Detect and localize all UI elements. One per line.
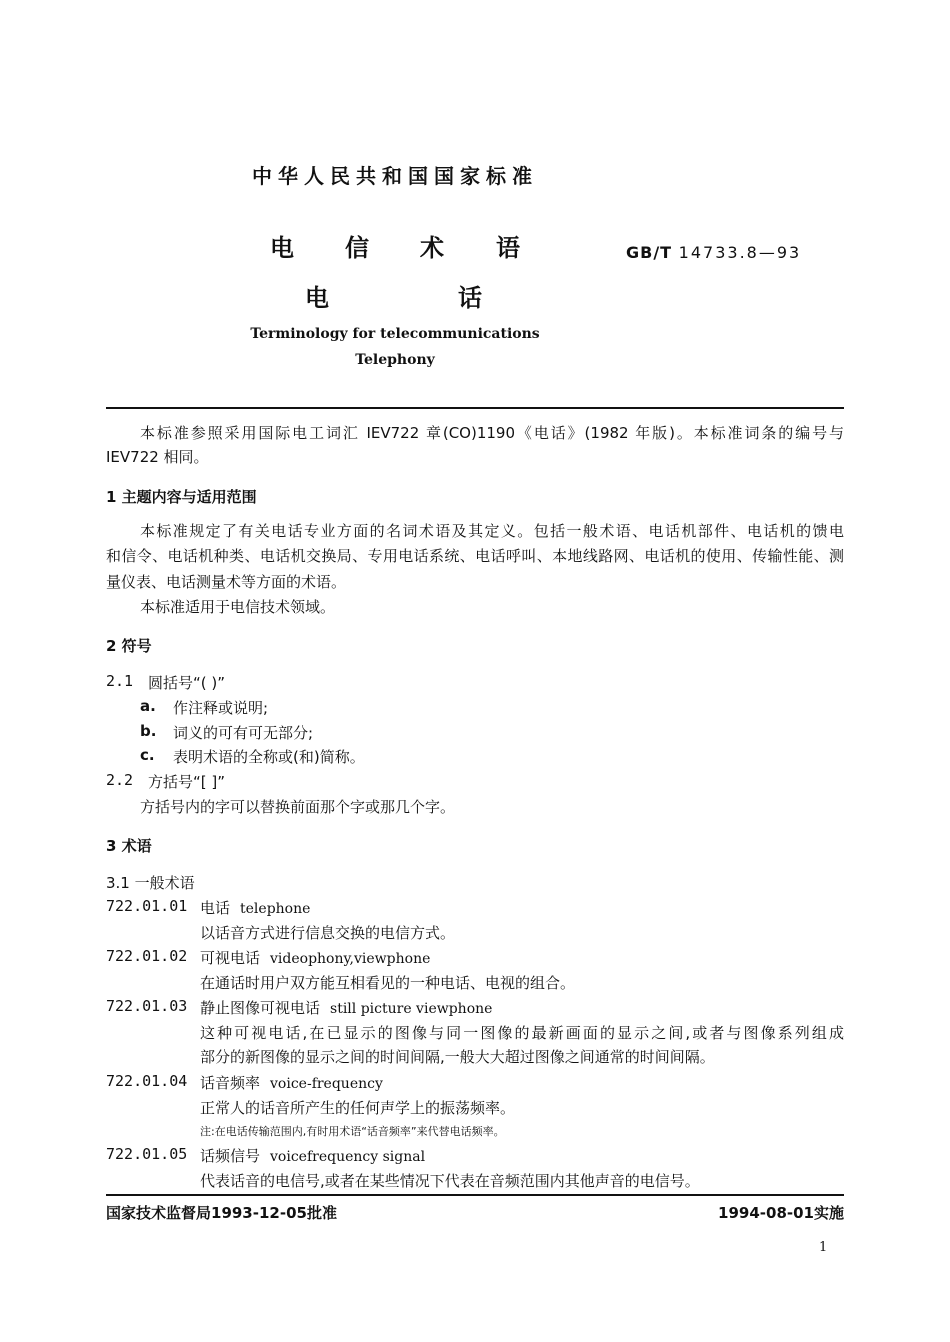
effective-date: 1994-08-01实施	[718, 1204, 844, 1222]
english-title: Terminology for telecommunications	[250, 326, 540, 342]
title-char-3: 术	[420, 234, 444, 262]
term-definition: 正常人的话音所产生的任何声学上的振荡频率。	[200, 1099, 516, 1117]
term-english: telephone	[240, 901, 311, 917]
section-1-para-line-1: 本标准规定了有关电话专业方面的名词术语及其定义。包括一般术语、电话机部件、电话机的馈电	[140, 522, 844, 540]
page-number: 1	[819, 1240, 828, 1255]
title-char-4: 语	[496, 234, 520, 262]
section-2-heading: 2 符号	[106, 637, 152, 655]
list-item-text: 表明术语的全称或(和)简称。	[173, 748, 365, 766]
section-1-heading: 1 主题内容与适用范围	[106, 488, 257, 506]
term-definition: 以话音方式进行信息交换的电信方式。	[200, 924, 456, 942]
term-chinese: 电话	[200, 899, 231, 917]
clause-2-2-title: 方括号“[ ]”	[148, 773, 226, 791]
list-item-text: 作注释或说明;	[173, 699, 269, 717]
term-definition: 代表话音的电信号,或者在某些情况下代表在音频范围内其他声音的电信号。	[200, 1172, 700, 1190]
header-divider	[106, 407, 844, 409]
list-item-label: b.	[140, 722, 157, 740]
term-number: 722.01.04	[106, 1072, 188, 1090]
title-char-2: 信	[345, 234, 369, 262]
term-english: voicefrequency signal	[270, 1149, 426, 1165]
term-english: voice-frequency	[270, 1076, 383, 1092]
term-english: videophony,viewphone	[270, 951, 431, 967]
section-3-heading: 3 术语	[106, 837, 152, 855]
standard-prefix: GB/T	[626, 243, 673, 262]
term-entry	[200, 1145, 425, 1166]
english-subtitle: Telephony	[355, 352, 435, 368]
term-number: 722.01.03	[106, 997, 188, 1015]
term-english: still picture viewphone	[330, 1001, 493, 1017]
title-char-1: 电	[270, 234, 294, 262]
term-definition-line-2: 部分的新图像的显示之间的时间间隔,一般大大超过图像之间通常的时间间隔。	[200, 1048, 715, 1066]
term-definition-line-1: 这种可视电话,在已显示的图像与同一图像的最新画面的显示之间,或者与图像系列组成	[200, 1024, 844, 1042]
standard-number	[626, 243, 801, 262]
intro-line-2: IEV722 相同。	[106, 448, 209, 466]
term-chinese: 可视电话	[200, 949, 261, 967]
term-definition: 在通话时用户双方能互相看见的一种电话、电视的组合。	[200, 974, 576, 992]
footer-divider	[106, 1194, 844, 1196]
clause-2-1-title: 圆括号“( )”	[148, 674, 226, 692]
term-number: 722.01.01	[106, 897, 188, 915]
term-chinese: 静止图像可视电话	[200, 999, 321, 1017]
term-note: 注:在电话传输范围内,有时用术语“话音频率”来代替电话频率。	[200, 1125, 505, 1138]
section-1-para-2: 本标准适用于电信技术领域。	[140, 598, 336, 616]
term-number: 722.01.02	[106, 947, 188, 965]
term-number: 722.01.05	[106, 1145, 188, 1163]
term-chinese: 话音频率	[200, 1074, 261, 1092]
term-entry	[200, 997, 492, 1018]
section-1-para-line-2: 和信令、电话机种类、电话机交换局、专用电话系统、电话呼叫、本地线路网、电话机的使用、传输性能、测	[106, 547, 844, 565]
clause-2-2-number: 2.2	[106, 771, 134, 789]
national-standard-heading: 中华人民共和国国家标准	[252, 164, 538, 188]
list-item-label: c.	[140, 746, 155, 764]
intro-line-1: 本标准参照采用国际电工词汇 IEV722 章(CO)1190《电话》(1982 年版)。本标准词条的编号与	[140, 424, 844, 442]
approval-info: 国家技术监督局1993-12-05批准	[106, 1204, 337, 1222]
term-entry	[200, 1072, 383, 1093]
list-item-label: a.	[140, 697, 156, 715]
term-chinese: 话频信号	[200, 1147, 261, 1165]
clause-2-2-text: 方括号内的字可以替换前面那个字或那几个字。	[140, 798, 456, 816]
clause-3-1-title: 3.1 一般术语	[106, 874, 195, 892]
subtitle-char-2: 话	[458, 284, 482, 312]
term-entry	[200, 897, 310, 918]
standard-code: 14733.8—93	[678, 243, 802, 262]
clause-2-1-number: 2.1	[106, 672, 134, 690]
term-entry	[200, 947, 430, 968]
section-1-para-line-3: 量仪表、电话测量术等方面的术语。	[106, 573, 347, 591]
subtitle-char-1: 电	[305, 284, 329, 312]
list-item-text: 词义的可有可无部分;	[173, 724, 314, 742]
